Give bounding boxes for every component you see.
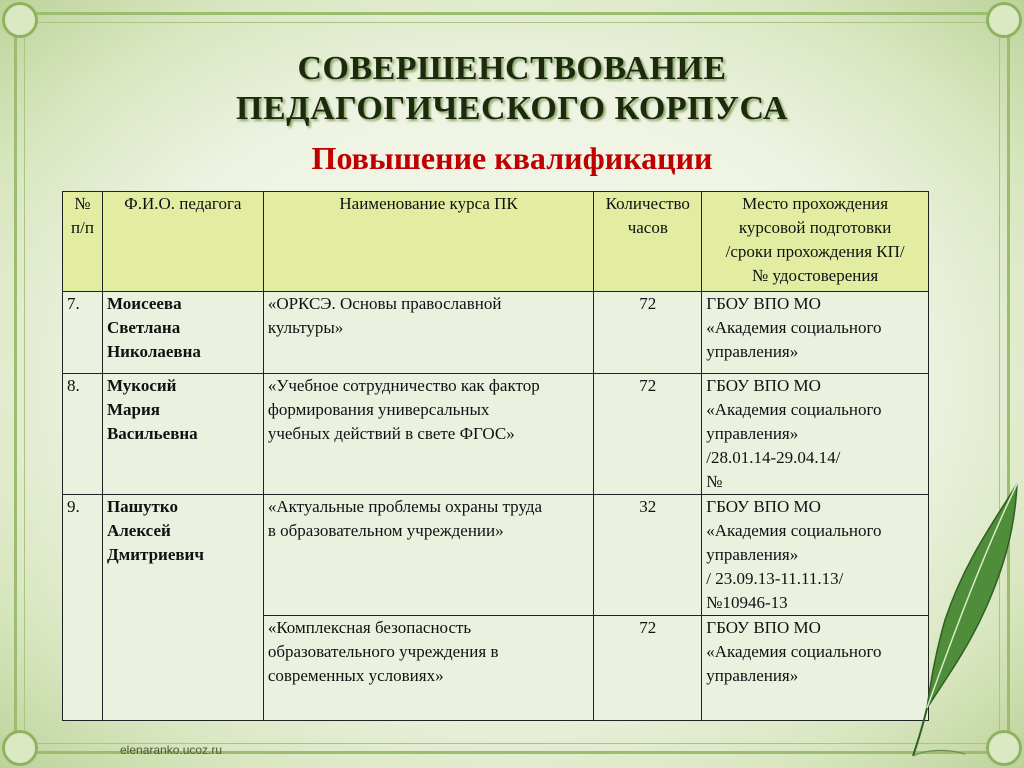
header-num [63, 192, 103, 292]
course-line: «Комплексная безопасность [267, 618, 472, 637]
name-line: Дмитриевич [106, 545, 204, 564]
header-num-line: № [74, 194, 91, 213]
cell-place [702, 616, 929, 721]
table-row [63, 374, 929, 495]
cell-name [102, 292, 263, 374]
course-line: «ОРКСЭ. Основы православной [267, 294, 502, 313]
header-hours-line: Количество [605, 194, 690, 213]
name-line: Мария [106, 400, 160, 419]
table-header-row [63, 192, 929, 292]
course-line: образовательного учреждения в [267, 642, 499, 661]
qualification-table [62, 191, 929, 721]
cell-place [702, 292, 929, 374]
cell-num: 7. [63, 292, 103, 374]
cell-hours: 72 [594, 374, 702, 495]
course-line: в образовательном учреждении» [267, 521, 504, 540]
frame-corner-ornament [2, 2, 38, 38]
page-subtitle: Повышение квалификации [311, 140, 713, 176]
place-line: № [706, 472, 723, 491]
place-line: ГБОУ ВПО МО [706, 376, 821, 395]
place-line: управления» [706, 424, 799, 443]
place-line: управления» [706, 342, 799, 361]
cell-hours: 72 [594, 292, 702, 374]
place-line: №10946-13 [706, 593, 788, 612]
name-line: Светлана [106, 318, 181, 337]
place-line: / 23.09.13-11.11.13/ [706, 569, 844, 588]
place-line: /28.01.14-29.04.14/ [706, 448, 841, 467]
place-line: «Академия социального [706, 521, 882, 540]
place-line: «Академия социального [706, 400, 882, 419]
name-line: Пашутко [106, 497, 178, 516]
header-place-line: /сроки прохождения КП/ [725, 242, 905, 261]
cell-place [702, 495, 929, 616]
place-line: управления» [706, 545, 799, 564]
header-course: Наименование курса ПК [263, 192, 594, 292]
cell-course [263, 374, 594, 495]
name-line: Мукосий [106, 376, 177, 395]
cell-num: 8. [63, 374, 103, 495]
course-line: современных условиях» [267, 666, 444, 685]
name-line: Алексей [106, 521, 171, 540]
cell-place [702, 374, 929, 495]
cell-num: 9. [63, 495, 103, 721]
name-line: Николаевна [106, 342, 201, 361]
header-hours [594, 192, 702, 292]
cell-name [102, 495, 263, 721]
table-row [63, 292, 929, 374]
cell-hours: 32 [594, 495, 702, 616]
frame-corner-ornament [2, 730, 38, 766]
header-num-line: п/п [71, 218, 94, 237]
course-line: учебных действий в свете ФГОС» [267, 424, 515, 443]
place-line: ГБОУ ВПО МО [706, 618, 821, 637]
course-line: «Учебное сотрудничество как фактор [267, 376, 540, 395]
name-line: Моисеева [106, 294, 182, 313]
frame-corner-ornament [986, 2, 1022, 38]
feather-icon [905, 480, 1024, 768]
cell-hours: 72 [594, 616, 702, 721]
footer-source: elenaranko.ucoz.ru [120, 743, 223, 757]
course-line: «Актуальные проблемы охраны труда [267, 497, 543, 516]
cell-name [102, 374, 263, 495]
cell-course [263, 495, 594, 616]
page-title-line1: СОВЕРШЕНСТВОВАНИЕ [297, 50, 727, 87]
header-hours-line: часов [627, 218, 668, 237]
header-place-line: № удостоверения [752, 266, 879, 285]
header-place-line: Место прохождения [742, 194, 889, 213]
course-line: формирования универсальных [267, 400, 490, 419]
place-line: «Академия социального [706, 318, 882, 337]
place-line: ГБОУ ВПО МО [706, 497, 821, 516]
course-line: культуры» [267, 318, 344, 337]
cell-course [263, 292, 594, 374]
name-line: Васильевна [106, 424, 198, 443]
page-title-line2: ПЕДАГОГИЧЕСКОГО КОРПУСА [236, 90, 788, 127]
table-row [63, 495, 929, 616]
header-place [702, 192, 929, 292]
place-line: управления» [706, 666, 799, 685]
header-name: Ф.И.О. педагога [102, 192, 263, 292]
place-line: ГБОУ ВПО МО [706, 294, 821, 313]
place-line: «Академия социального [706, 642, 882, 661]
header-place-line: курсовой подготовки [738, 218, 892, 237]
cell-course [263, 616, 594, 721]
